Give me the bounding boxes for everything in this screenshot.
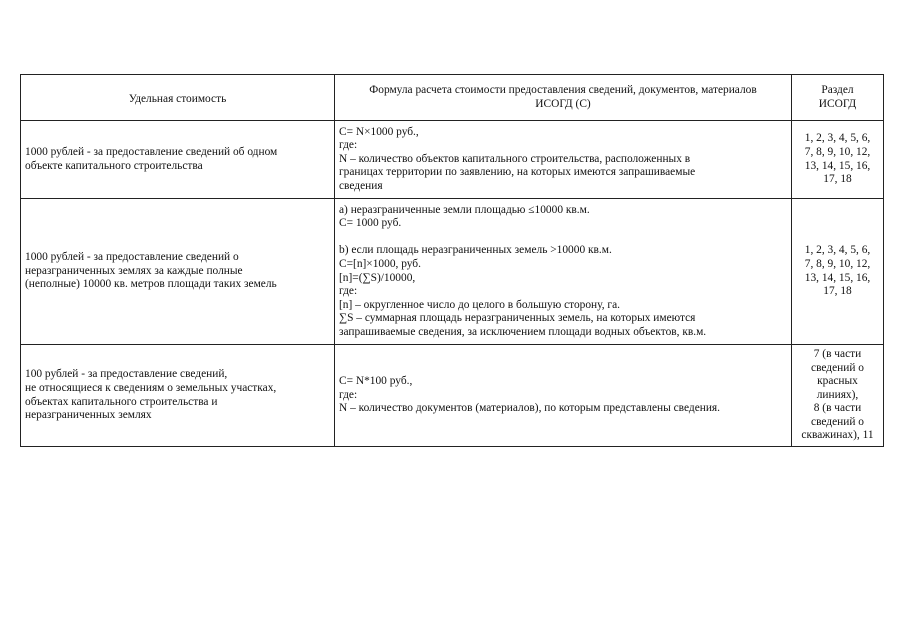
header-section-line: ИСОГД (818, 97, 857, 110)
section-line: 7, 8, 9, 10, 12, (804, 257, 871, 270)
formula-line: [n]=(∑S)/10000, (339, 271, 416, 284)
formula-line: ∑S – суммарная площадь неразграниченных земель, на которых имеются (339, 312, 696, 325)
header-formula-line: Формула расчета стоимости предоставления сведений, документов, материалов (369, 83, 757, 96)
price-line: 1000 рублей - за предоставление сведений об одном (25, 145, 278, 158)
price-line: не относящиеся к сведениям о земельных участках, (25, 381, 277, 394)
cell-price (21, 199, 335, 345)
section-line: 17, 18 (823, 285, 852, 298)
cell-formula (335, 199, 792, 345)
formula-line: С=[n]×1000, руб. (339, 257, 421, 270)
cell-price (21, 121, 335, 199)
table-row (21, 121, 884, 199)
section-line: 8 (в части (813, 402, 862, 415)
formula-line: С= 1000 руб. (339, 217, 402, 230)
formula-line: где: (339, 388, 358, 401)
formula-line: N – количество документов (материалов), по которым представлены сведения. (339, 402, 721, 415)
formula-line: сведения (339, 179, 383, 192)
price-line: (неполные) 10000 кв. метров площади таких земель (25, 278, 277, 291)
formula-line: С= N×1000 руб., (339, 125, 419, 138)
price-line: неразграниченных землях за каждые полные (25, 264, 243, 277)
formula-line: запрашиваемые сведения, за исключением площади водных объектов, кв.м. (339, 325, 707, 338)
price-line: 1000 рублей - за предоставление сведений о (25, 251, 239, 264)
section-line: 1, 2, 3, 4, 5, 6, (804, 132, 871, 145)
section-line: 7 (в части (813, 347, 862, 360)
section-line: скважинах), 11 (801, 429, 874, 442)
header-section-line: Раздел (821, 83, 854, 96)
cell-section (792, 345, 884, 447)
formula-line: b) если площадь неразграниченных земель >10000 кв.м. (339, 244, 612, 257)
section-line: 13, 14, 15, 16, (804, 271, 871, 284)
section-line: 1, 2, 3, 4, 5, 6, (804, 244, 871, 257)
header-price-text: Удельная стоимость (128, 93, 227, 106)
price-line: 100 рублей - за предоставление сведений, (25, 368, 228, 381)
price-line: объектах капитального строительства и (25, 395, 218, 408)
cell-formula (335, 121, 792, 199)
section-line: сведений о (811, 415, 864, 428)
formula-line: где: (339, 139, 358, 152)
fee-table (20, 74, 884, 447)
cell-section (792, 121, 884, 199)
price-line: неразграниченных землях (25, 409, 152, 422)
cell-formula (335, 345, 792, 447)
header-price (21, 75, 335, 121)
header-section (792, 75, 884, 121)
table-row (21, 345, 884, 447)
formula-blank-line (339, 231, 787, 245)
section-line: красных (817, 375, 858, 388)
table-row (21, 199, 884, 345)
formula-line: где: (339, 285, 358, 298)
section-line: 17, 18 (823, 173, 852, 186)
formula-line: С= N*100 руб., (339, 375, 413, 388)
formula-line: [n] – округленное число до целого в большую сторону, га. (339, 298, 620, 311)
price-line: объекте капитального строительства (25, 159, 203, 172)
formula-line: N – количество объектов капитального строительства, расположенных в (339, 152, 691, 165)
section-line: 7, 8, 9, 10, 12, (804, 145, 871, 158)
section-line: 13, 14, 15, 16, (804, 159, 871, 172)
formula-line: а) неразграниченные земли площадью ≤10000 кв.м. (339, 203, 590, 216)
cell-section (792, 199, 884, 345)
section-line: сведений о (811, 361, 864, 374)
formula-line: границах территории по заявлению, на которых имеются запрашиваемые (339, 166, 696, 179)
header-formula-line: ИСОГД (С) (535, 97, 591, 110)
table-header-row (21, 75, 884, 121)
cell-price (21, 345, 335, 447)
section-line: линиях), (816, 388, 859, 401)
header-formula (335, 75, 792, 121)
